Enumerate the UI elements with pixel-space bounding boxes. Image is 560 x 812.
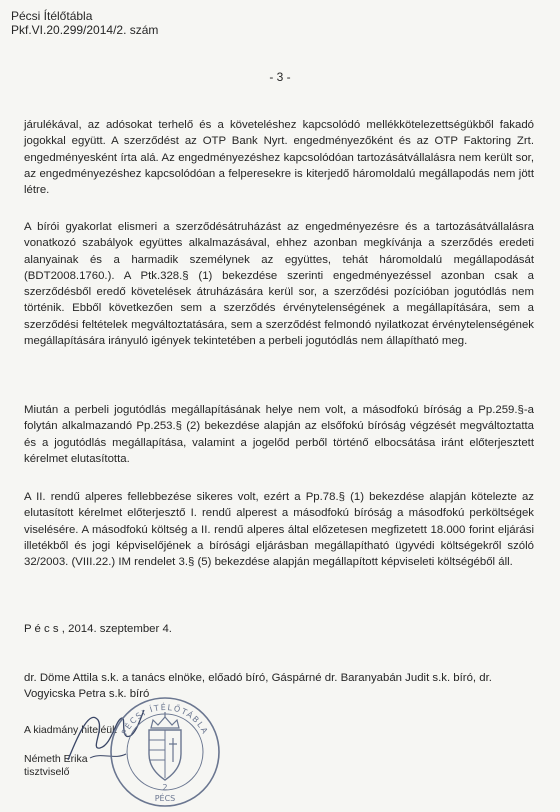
clerk-name: Németh Erika bbox=[24, 753, 88, 765]
case-number: Pkf.VI.20.299/2014/2. szám bbox=[11, 23, 159, 37]
seal-text-top: PÉCSI ÍTÉLŐTÁBLA bbox=[120, 702, 210, 737]
court-seal-icon bbox=[105, 690, 225, 810]
place-date: P é c s , 2014. szeptember 4. bbox=[24, 623, 172, 635]
clerk-title: tisztviselő bbox=[24, 766, 70, 778]
paragraph-2: A bírói gyakorlat elismeri a szerződésátruházást az engedményezésre és a tartozásátvállalásra vonatkozó szabályok együttes alkalmazásával, ehhez azonban megkívánja a szerződés eredeti alanyainak és a harmadik személynek az együttes, tehát háromoldalú megállapodását (BDT2008.1760.). A Ptk.328.§ (1) bekezdése szerinti engedményezéssel azonban csak a szerződésből eredő követelések átruházására kerül sor, a szerződési pozícióban jogutódlás nem történik. Ebből következően sem a szerződés érvénytelenségének a megállapítására, sem a szerződési feltételek megváltoztatására, sem a szerződést felmondó nyilatkozat érvénytelenségének megállapítására irányuló igények tekintetében a perbeli jogutódlás nem állapítható meg. bbox=[24, 221, 534, 348]
seal-text-bottom: PÉCS bbox=[154, 794, 176, 803]
paragraph-3: Miután a perbeli jogutódlás megállapításának helye nem volt, a másodfokú bíróság a Pp.259.§-a folytán alkalmazandó Pp.253.§ (2) bekezdése alapján az elsőfokú bíróság végzését megváltoztatta és a jogutódlás megállapítása, valamint a jogelőd perből történő elbocsátása iránt előterjesztett kérelmet elutasította. bbox=[24, 404, 534, 465]
court-header bbox=[11, 9, 158, 37]
page-number: - 3 - bbox=[269, 70, 291, 84]
paragraph-4: A II. rendű alperes fellebbezése sikeres volt, ezért a Pp.78.§ (1) bekezdése alapján kötelezte az elutasított kérelmet előterjesztő I. rendű alperest a másodfokú bíróság a másodfokú perköltségek viselésére. A másodfokú költség a II. rendű alperes által előzetesen megfizetett 18.000 forint eljárási illetékből és jogi képviselőjének a bírósági eljárásban megállapítható ügyvédi költségekről szóló 32/2003. (VIII.22.) IM rendelet 3.§ (5) bekezdése alapján megállapított képviseleti költségéből áll. bbox=[24, 491, 534, 569]
authentication-note: A kiadmány hiteléül: bbox=[24, 724, 118, 736]
signatories: dr. Döme Attila s.k. a tanács elnöke, előadó bíró, Gáspárné dr. Baranyabán Judit s.k. bíró, dr. Vogyicska Petra s.k. bíró bbox=[24, 672, 492, 701]
paragraph-1: járulékával, az adósokat terhelő és a követeléshez kapcsolódó mellékkötelezettségükből fakadó jogokkal együtt. A szerződést az OTP Bank Nyrt. engedményezőként és az OTP Faktoring Zrt. engedményesként írta alá. Az engedményezéshez kapcsolódóan tartozásátvállalásra nem került sor, az engedményezéshez kapcsolódóan a felperesekre is kiterjedő háromoldalú megállapodás nem jött létre. bbox=[24, 119, 534, 197]
seal-number: 2 bbox=[162, 783, 168, 792]
court-name: Pécsi Ítélőtábla bbox=[11, 9, 93, 23]
